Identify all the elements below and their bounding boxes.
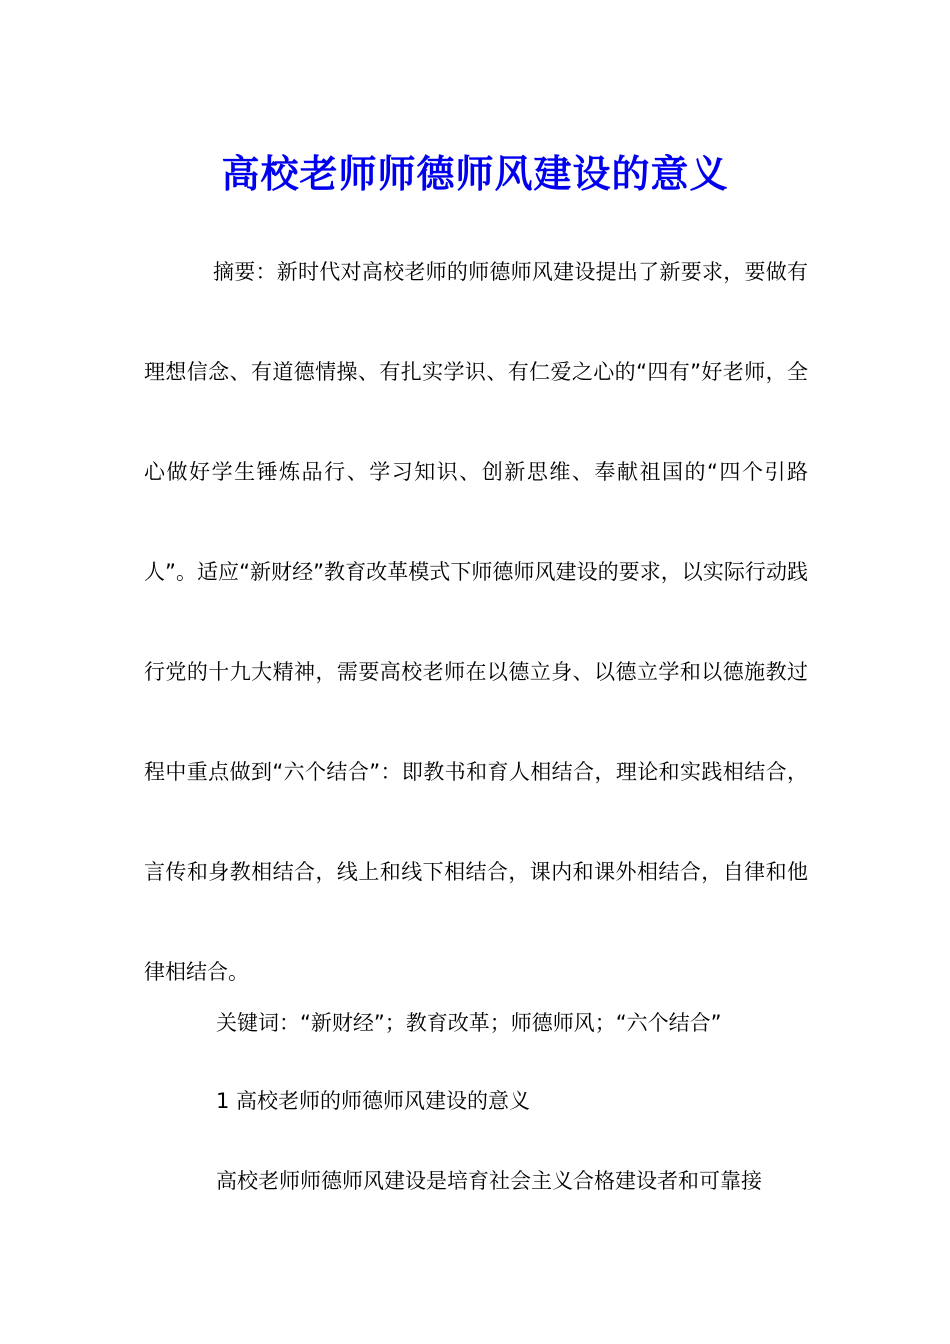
section-heading: 1 高校老师的师德师风建设的意义 [216,1089,531,1113]
keywords-line: 关键词：“新财经”；教育改革；师德师风；“六个结合” [216,1011,722,1035]
document-title: 高校老师师德师风建设的意义 [221,151,729,197]
abstract-paragraph: 摘要：新时代对高校老师的师德师风建设提出了新要求，要做有理想信念、有道德情操、有扎实学识、有仁爱之心的“四有”好老师，全心做好学生锤炼品行、学习知识、创新思维、奉献祖国的“四个引路人”。适应“新财经”教育改革模式下师德师风建设的要求，以实际行动践行党的十九大精神，需要高校老师在以德立身、以德立学和以德施教过程中重点做到“六个结合”：即教书和育人相结合，理论和实践相结合，言传和身教相结合，线上和线下相结合，课内和课外相结合，自律和他律相结合。 [144,260,808,984]
body-paragraph: 高校老师师德师风建设是培育社会主义合格建设者和可靠接 [216,1169,762,1193]
